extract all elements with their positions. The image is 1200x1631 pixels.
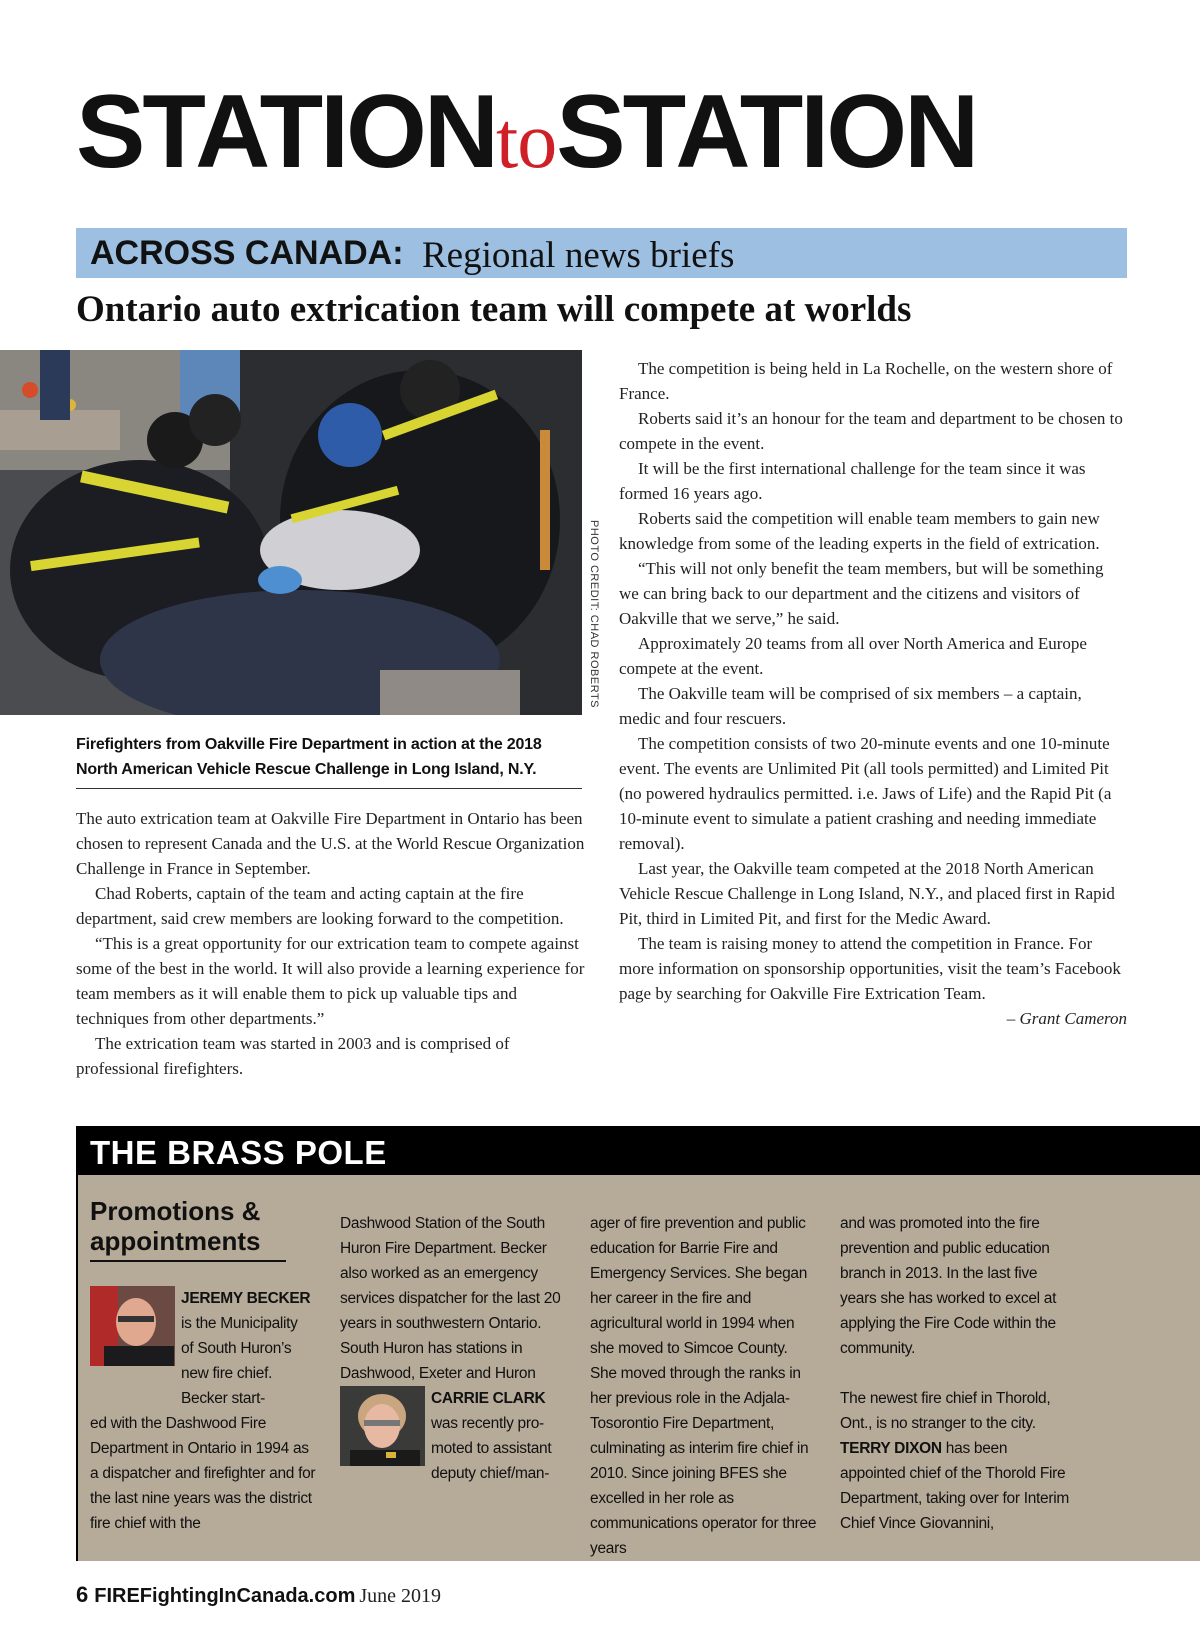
masthead [76,74,977,190]
article-column-right [619,356,1127,1031]
brass-text: has been appointed chief of the Thorold Fire Department, taking over for Interim Chief Vince Giovannini, [840,1440,1069,1532]
page-footer [76,1580,441,1613]
section-subtitle: Regional news briefs [422,235,735,276]
page-number: 6 [76,1582,89,1607]
becker-line: new fire chief. [181,1365,273,1382]
clark-line: moted to assistant [431,1440,552,1457]
photo-credit-text: PHOTO CREDIT: CHAD ROBERTS [588,520,600,709]
brass-text: and was promoted into the fire prevention and public education branch in 2013. In the last five years she has worked to excel at applying the Fire Code within the community. [840,1215,1057,1357]
masthead-to: to [495,97,557,185]
jeremy-becker-photo [90,1286,175,1366]
article-paragraph: Chad Roberts, captain of the team and acting captain at the fire department, said crew members are looking forward to the competition. [76,884,564,928]
promotions-heading: Promotions & appointments [90,1196,261,1256]
clark-intro [431,1386,571,1486]
article-paragraph: The competition consists of two 20-minute events and one 10-minute event. The events are Unlimited Pit (all tools permitted) and Limited Pit (no powered hydraulics permitted. i.e. Jaws of Life) and the Rapid Pit (a 10-minute event to simulate a patient crashing and needing immediate removal). [619,734,1112,853]
masthead-station-left: STATION [76,74,496,190]
portrait-illustration [90,1286,175,1366]
carrie-clark-photo [340,1386,425,1466]
dixon-paragraph [840,1386,1070,1536]
brass-column-2 [340,1211,568,1411]
brass-text: ager of fire prevention and public education for Barrie Fire and Emergency Services. She began her career in the fire and agricultural world in 1994 when she moved to Simcoe County. She moved through the ranks in her previous role in the Adjala-Tosorontio Fire Department, culminating as interim fire chief in 2010. Since joining BFES she excelled in her role as communications operator for three years [590,1215,817,1557]
clark-line: deputy chief/man- [431,1465,550,1482]
becker-line: Becker start- [181,1390,265,1407]
brass-text: ed with the Dashwood Fire Department in Ontario in 1994 as a dispatcher and firefighter and for the last nine years was the district fire chief with the [90,1415,316,1532]
firefighters-photo-illustration [0,350,582,715]
brass-pole-section [76,1126,1200,1561]
portrait-illustration [340,1386,425,1466]
brass-text: Dashwood Station of the South Huron Fire Department. Becker also worked as an emergency services dispatcher for the last 20 years in southwestern Ontario. South Huron has stations in Dashwood, Exeter and Huron [340,1215,561,1382]
clark-name: CARRIE CLARK [431,1390,546,1407]
article-column-left [76,806,588,1081]
article-paragraph: Roberts said the competition will enable team members to gain new knowledge from some of the leading experts in the field of extrication. [619,509,1100,553]
site-name: FIREFightingInCanada.com [94,1585,356,1607]
brass-pole-border [76,1175,78,1561]
article-paragraph: Roberts said it’s an honour for the team and department to be chosen to compete in the event. [619,409,1123,453]
promotions-divider [90,1260,286,1262]
caption-divider [76,788,582,789]
brass-pole-title: THE BRASS POLE [90,1134,387,1171]
article-byline: – Grant Cameron [1006,1009,1127,1028]
becker-name: JEREMY BECKER [181,1290,311,1307]
section-title: ACROSS CANADA: [90,234,404,272]
article-paragraph: “This will not only benefit the team members, but will be something we can bring back to our department and the citizens and visitors of Oakville that we serve,” he said. [619,559,1104,628]
brass-column-3 [590,1211,818,1561]
becker-continued [90,1411,318,1536]
article-paragraph: The extrication team was started in 2003 and is comprised of professional firefighters. [76,1034,510,1078]
article-headline: Ontario auto extrication team will compete at worlds [76,289,912,330]
article-paragraph: Last year, the Oakville team competed at the 2018 North American Vehicle Rescue Challenge in Long Island, N.Y., and placed first in Rapid Pit, third in Limited Pit, and first for the Medic Award. [619,859,1115,928]
article-paragraph: The team is raising money to attend the competition in France. For more information on sponsorship opportunities, visit the team’s Facebook page by searching for Oakville Fire Extrication Team. [619,934,1121,1003]
becker-line: of South Huron’s [181,1340,292,1357]
masthead-station-right: STATION [556,74,977,190]
article-paragraph: It will be the first international challenge for the team since it was formed 16 years ago. [619,459,1086,503]
article-paragraph: The Oakville team will be comprised of six members – a captain, medic and four rescuers. [619,684,1082,728]
article-paragraph: The auto extrication team at Oakville Fire Department in Ontario has been chosen to represent Canada and the U.S. at the World Rescue Organization Challenge in France in September. [76,809,585,878]
article-paragraph: “This is a great opportunity for our extrication team to compete against some of the best in the world. It will also provide a learning experience for team members as it will enable them to pick up valuable tips and techniques from other departments.” [76,934,585,1028]
article-photo [0,350,582,715]
article-paragraph: The competition is being held in La Rochelle, on the western shore of France. [619,359,1113,403]
brass-column-4 [840,1211,1070,1536]
section-bar [76,228,1127,278]
brass-pole-header [76,1126,1200,1175]
becker-intro [181,1286,321,1411]
brass-text: The newest fire chief in Thorold, Ont., is no stranger to the city. [840,1390,1051,1432]
clark-line: was recently pro- [431,1415,544,1432]
becker-line: is the Municipality [181,1315,298,1332]
article-paragraph: Approximately 20 teams from all over North America and Europe compete at the event. [619,634,1087,678]
photo-credit [582,520,606,720]
issue-date: June 2019 [359,1585,442,1607]
photo-caption: Firefighters from Oakville Fire Department in action at the 2018 North American Vehicle Rescue Challenge in Long Island, N.Y. [76,736,542,778]
dixon-name: TERRY DIXON [840,1440,942,1457]
